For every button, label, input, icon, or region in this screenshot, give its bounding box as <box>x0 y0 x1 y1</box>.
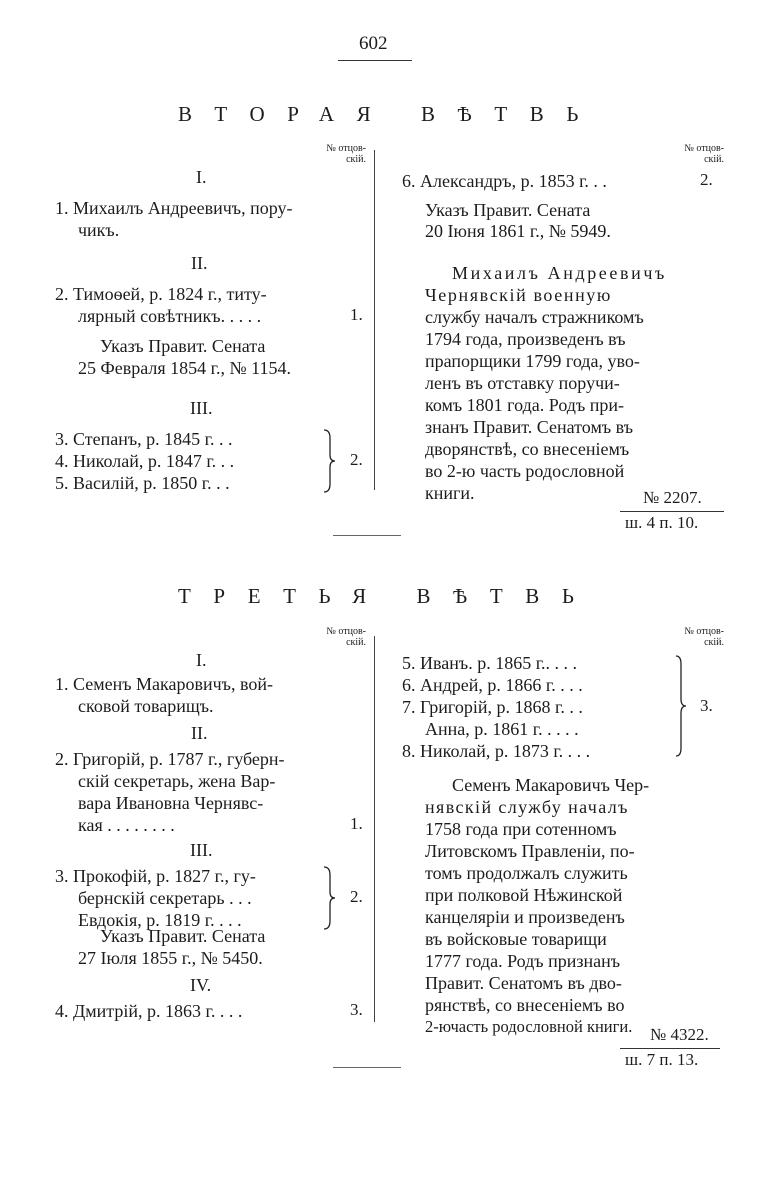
record-rule <box>620 511 724 512</box>
decree-line: 20 Іюня 1861 г., № 5949. <box>425 221 611 241</box>
entry-line: 5. Василій, р. 1850 г. . . <box>55 473 230 493</box>
father-ref: 3. <box>350 1000 363 1019</box>
father-ref: 2. <box>350 450 363 469</box>
entry-line: Анна, р. 1861 г. . . . . <box>425 719 579 739</box>
entry-line: чикъ. <box>78 220 120 240</box>
section-separator <box>333 535 401 536</box>
entry-line: бернскій секретарь . . . <box>78 888 252 908</box>
generation-label: IV. <box>190 975 212 995</box>
entry-line: 1. Семенъ Макаровичъ, вой- <box>55 674 273 694</box>
father-ref: 1. <box>350 814 363 833</box>
father-ref: 2. <box>350 887 363 906</box>
entry-line: лярный совѣтникъ. . . . . <box>78 306 262 326</box>
entry-line: вара Ивановна Чернявс- <box>78 793 264 813</box>
entry-line: 2. Григорій, р. 1787 г., губерн- <box>55 749 285 769</box>
entry-line: 5. Иванъ. р. 1865 г.. . . . <box>402 653 578 673</box>
entry-line: Евдокія, р. 1819 г. . . . <box>78 910 242 930</box>
entry-line: 3. Прокофій, р. 1827 г., гу- <box>55 866 256 886</box>
entry-line: кая . . . . . . . . <box>78 815 175 835</box>
record-number: № 4322. <box>650 1025 709 1044</box>
section-title-third-branch <box>0 584 769 612</box>
section-title-text: ВТОРАЯ ВѢТВЬ <box>178 102 602 126</box>
record-number: № 2207. <box>643 488 702 507</box>
generation-label: III. <box>190 840 213 860</box>
page-number: 602 <box>359 33 388 54</box>
entry-line: 2. Тимоѳей, р. 1824 г., титу- <box>55 284 267 304</box>
entry-line: скій секретарь, жена Вар- <box>78 771 276 791</box>
father-ref: 1. <box>350 305 363 324</box>
entry-line: 4. Дмитрій, р. 1863 г. . . . <box>55 1001 243 1021</box>
column-header-left: № отцов- скій. <box>326 143 366 165</box>
record-rule <box>620 1048 720 1049</box>
column-header-right: № отцов- скій. <box>684 626 724 648</box>
page-number-rule <box>338 60 412 61</box>
generation-label: I. <box>196 650 207 670</box>
column-divider <box>374 636 375 1022</box>
section-title-second-branch <box>0 102 769 130</box>
decree-line: Указъ Правит. Сената <box>100 336 266 356</box>
column-divider <box>374 150 375 490</box>
generation-label: II. <box>191 723 208 743</box>
column-header-right: № отцов- скій. <box>684 143 724 165</box>
entry-line: 3. Степанъ, р. 1845 г. . . <box>55 429 233 449</box>
shelf-mark: ш. 7 п. 13. <box>625 1050 699 1069</box>
generation-label: II. <box>191 253 208 273</box>
column-header-left: № отцов- скій. <box>326 626 366 648</box>
brace <box>672 654 692 758</box>
brace <box>320 428 340 494</box>
entry-line: 6. Андрей, р. 1866 г. . . . <box>402 675 583 695</box>
brace <box>320 865 340 931</box>
father-ref: 2. <box>700 170 713 189</box>
section-separator <box>333 1067 401 1068</box>
generation-label: I. <box>196 167 207 187</box>
entry-line: 7. Григорій, р. 1868 г. . . <box>402 697 583 717</box>
generation-label: III. <box>190 398 213 418</box>
decree-line: Указъ Правит. Сената <box>425 200 591 220</box>
entry-line: 4. Николай, р. 1847 г. . . <box>55 451 235 471</box>
section-title-text: ТРЕТЬЯ ВѢТВЬ <box>178 584 597 608</box>
entry-line: 8. Николай, р. 1873 г. . . . <box>402 741 591 761</box>
shelf-mark: ш. 4 п. 10. <box>625 513 699 532</box>
entry-line: 6. Александръ, р. 1853 г. . . <box>402 171 607 191</box>
decree-line: 25 Февраля 1854 г., № 1154. <box>78 358 291 378</box>
father-ref: 3. <box>700 696 713 715</box>
decree-line: Указъ Правит. Сената <box>100 926 266 946</box>
decree-line: 27 Іюля 1855 г., № 5450. <box>78 948 263 968</box>
entry-line: 1. Михаилъ Андреевичъ, пору- <box>55 198 293 218</box>
entry-line: сковой товарищъ. <box>78 696 214 716</box>
